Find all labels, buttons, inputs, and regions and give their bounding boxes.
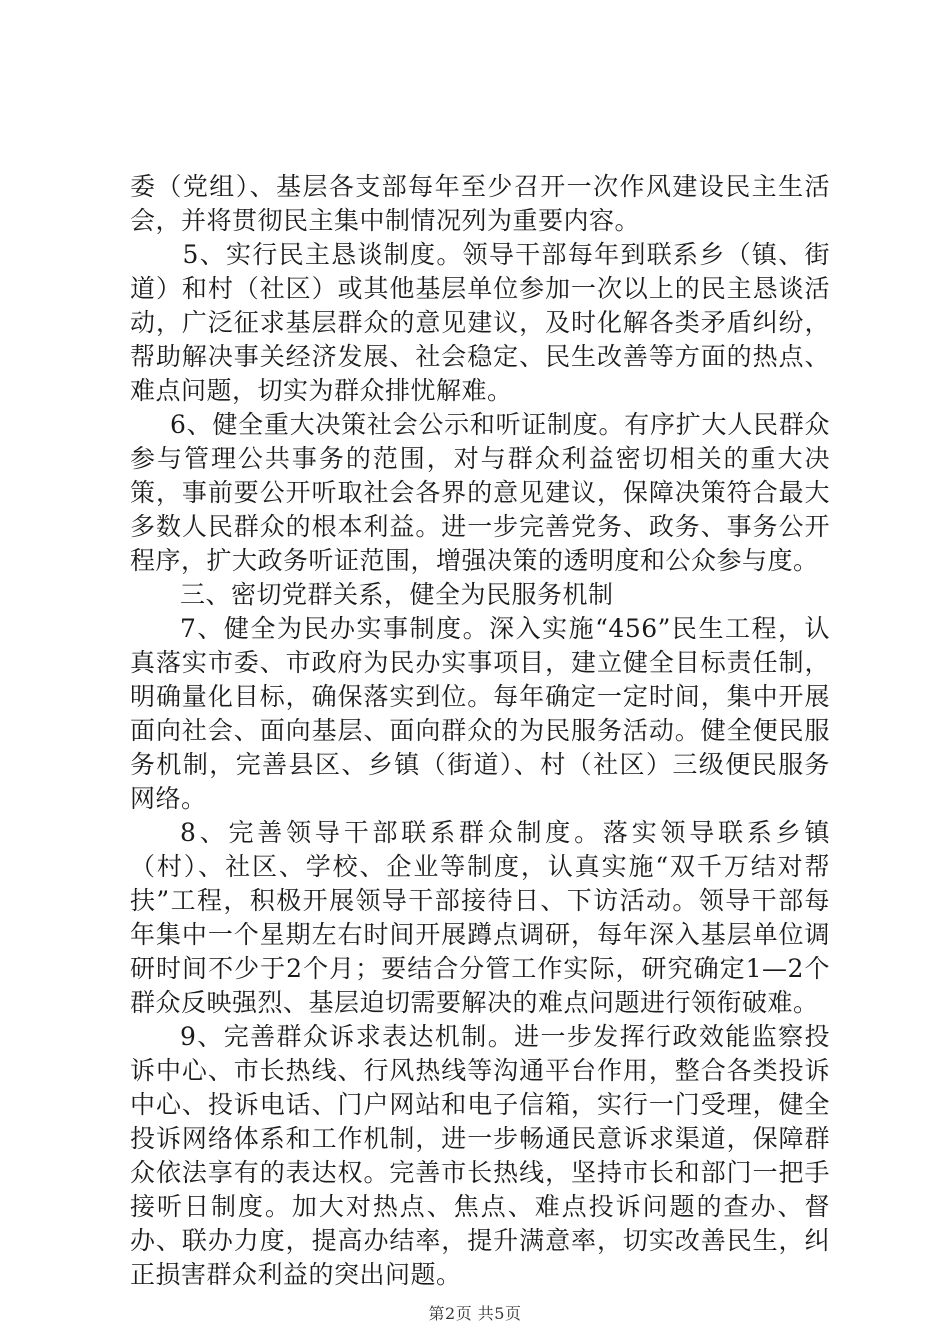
- page-number-footer: 第2页 共5页: [428, 1304, 522, 1323]
- paragraph-item-5: 5、实行民主恳谈制度。领导干部每年到联系乡（镇、街道）和村（社区）或其他基层单位参加一次以上的民主恳谈活动，广泛征求基层群众的意见建议，及时化解各类矛盾纠纷，帮助解决事关经济发展、社会稳定、民生改善等方面的热点、难点问题，切实为群众排忧解难。: [130, 240, 830, 405]
- paragraph-item-7: 7、健全为民办实事制度。深入实施“456”民生工程，认真落实市委、市政府为民办实事项目，建立健全目标责任制，明确量化目标，确保落实到位。每年确定一定时间，集中开展面向社会、面向基层、面向群众的为民服务活动。健全便民服务机制，完善县区、乡镇（街道）、村（社区）三级便民服务网络。: [130, 614, 830, 813]
- paragraph-item-6: 6、健全重大决策社会公示和听证制度。有序扩大人民群众参与管理公共事务的范围，对与群众利益密切相关的重大决策，事前要公开听取社会各界的意见建议，保障决策符合最大多数人民群众的根本利益。进一步完善党务、政务、事务公开程序，扩大政务听证范围，增强决策的透明度和公众参与度。: [130, 410, 830, 575]
- paragraph-item-8: 8、完善领导干部联系群众制度。落实领导联系乡镇（村）、社区、学校、企业等制度，认真实施“双千万结对帮扶”工程，积极开展领导干部接待日、下访活动。领导干部每年集中一个星期左右时间开展蹲点调研，每年深入基层单位调研时间不少于2个月；要结合分管工作实际，研究确定1—2个群众反映强烈、基层迫切需要解决的难点问题进行领衔破难。: [130, 818, 830, 1017]
- document-body: [130, 170, 830, 1292]
- section-heading-3: 三、密切党群关系，健全为民服务机制: [180, 580, 614, 609]
- paragraph-item-9: 9、完善群众诉求表达机制。进一步发挥行政效能监察投诉中心、市长热线、行风热线等沟通平台作用，整合各类投诉中心、投诉电话、门户网站和电子信箱，实行一门受理，健全投诉网络体系和工作机制，进一步畅通民意诉求渠道，保障群众依法享有的表达权。完善市长热线，坚持市长和部门一把手接听日制度。加大对热点、焦点、难点投诉问题的查办、督办、联办力度，提高办结率，提升满意率，切实改善民生，纠正损害群众利益的突出问题。: [130, 1022, 830, 1289]
- paragraph-continuation: 委（党组）、基层各支部每年至少召开一次作风建设民主生活会，并将贯彻民主集中制情况列为重要内容。: [130, 172, 830, 235]
